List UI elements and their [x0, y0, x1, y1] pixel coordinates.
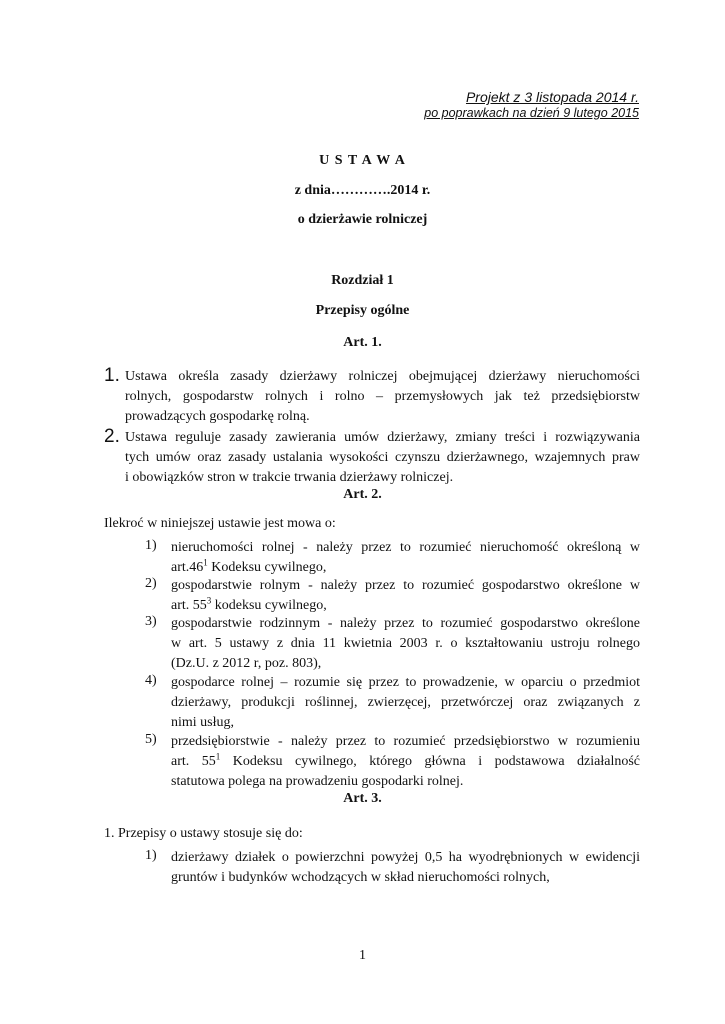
art2-item2-number: 2)	[145, 576, 157, 591]
art1-item2-line2: tych umów oraz zasady ustalania wysokości czynszu dzierżawnego, wzajemnych praw	[125, 450, 640, 465]
art2-heading: Art. 2.	[343, 487, 382, 502]
art2-item5-line1: przedsiębiorstwie - należy przez to rozumieć przedsiębiorstwo w rozumieniu	[171, 734, 640, 749]
art1-item1-line2: rolnych, gospodarstw rolnych i rolno – przemysłowych jak też przedsiębiorstw	[125, 389, 640, 404]
art2-item2-line2: art. $55^3$ kodeksu cywilnego,	[171, 595, 327, 613]
chapter-number: Rozdział 1	[331, 273, 394, 288]
art2-item3-line1: gospodarstwie rodzinnym - należy przez to rozumieć gospodarstwo określone	[171, 616, 640, 631]
art1-item1	[125, 367, 640, 427]
art2-item4-line1: gospodarce rolnej – rozumie się przez to prowadzenie, w oparciu o przedmiot	[171, 675, 640, 690]
art1-item2-line3: i obowiązków stron w trakcie trwania dzierżawy rolniczej.	[125, 470, 454, 485]
art3-intro: 1. Przepisy o ustawy stosuje się do:	[104, 826, 303, 841]
art2-item2	[171, 576, 640, 616]
act-date: z dnia………….2014 r.	[294, 183, 431, 198]
art2-item3-line3: (Dz.U. z 2012 r, poz. 803),	[171, 656, 322, 671]
art2-item1-line1: nieruchomości rolnej - należy przez to rozumieć nieruchomość określoną w	[171, 540, 640, 555]
art3-item1-number: 1)	[145, 848, 157, 863]
art2-item5-line2: art. $55^1$ Kodeksu cywilnego, którego główna i podstawowa działalność	[171, 751, 641, 769]
superscript: 1	[215, 751, 221, 762]
art2-item4-number: 4)	[145, 673, 157, 688]
art2-item4	[171, 673, 640, 733]
act-subject: o dzierżawie rolniczej	[297, 212, 428, 227]
art2-item4-line2: dzierżawy, produkcji roślinnej, zwierzęcej, przetwórczej oraz związanych z	[171, 695, 640, 710]
act-title: U S T A W A	[319, 153, 406, 168]
art3-item1-line2: gruntów i budynków wchodzących w skład nieruchomości rolnych,	[171, 870, 550, 885]
art1-item2	[125, 428, 640, 488]
art1-item1-line1: Ustawa określa zasady dzierżawy rolniczej obejmującej dzierżawy nieruchomości	[125, 369, 640, 384]
art2-item3	[171, 614, 640, 674]
art2-item5-number: 5)	[145, 732, 157, 747]
art2-item1-number: 1)	[145, 538, 157, 553]
art1-heading: Art. 1.	[343, 335, 382, 350]
chapter-name: Przepisy ogólne	[315, 303, 410, 318]
art1-item2-line1: Ustawa reguluje zasady zawierania umów dzierżawy, zmiany treści i rozwiązywania	[125, 430, 640, 445]
art3-heading: Art. 3.	[343, 791, 382, 806]
art3-item1	[171, 848, 640, 888]
art3-item1-line1: dzierżawy działek o powierzchni powyżej 0,5 ha wyodrębnionych w ewidencji	[171, 850, 640, 865]
art2-item1-line2: $art.46^1$ Kodeksu cywilnego,	[171, 557, 327, 575]
art1-item2-number: 2.	[104, 426, 120, 447]
art2-item3-number: 3)	[145, 614, 157, 629]
project-date: Projekt z 3 listopada 2014 r.	[465, 89, 639, 105]
art2-item5	[171, 732, 640, 792]
art2-item3-line2: w art. 5 ustawy z dnia 11 kwietnia 2003 r. o kształtowaniu ustroju rolnego	[171, 636, 640, 651]
art1-item1-number: 1.	[104, 365, 120, 386]
superscript: 1	[203, 557, 208, 568]
art2-item4-line3: nimi usług,	[171, 715, 235, 730]
page-number: 1	[359, 948, 366, 963]
art2-item1	[171, 538, 640, 578]
superscript: 3	[206, 595, 212, 606]
art2-item2-line1: gospodarstwie rolnym - należy przez to rozumieć gospodarstwo określone w	[171, 578, 640, 593]
art2-item5-line3: statutowa polega na prowadzeniu gospodarki rolnej.	[171, 774, 464, 789]
amendment-date: po poprawkach na dzień 9 lutego 2015	[424, 106, 639, 120]
art2-intro: Ilekroć w niniejszej ustawie jest mowa o:	[104, 516, 336, 531]
art1-item1-line3: prowadzących gospodarkę rolną.	[125, 409, 310, 424]
